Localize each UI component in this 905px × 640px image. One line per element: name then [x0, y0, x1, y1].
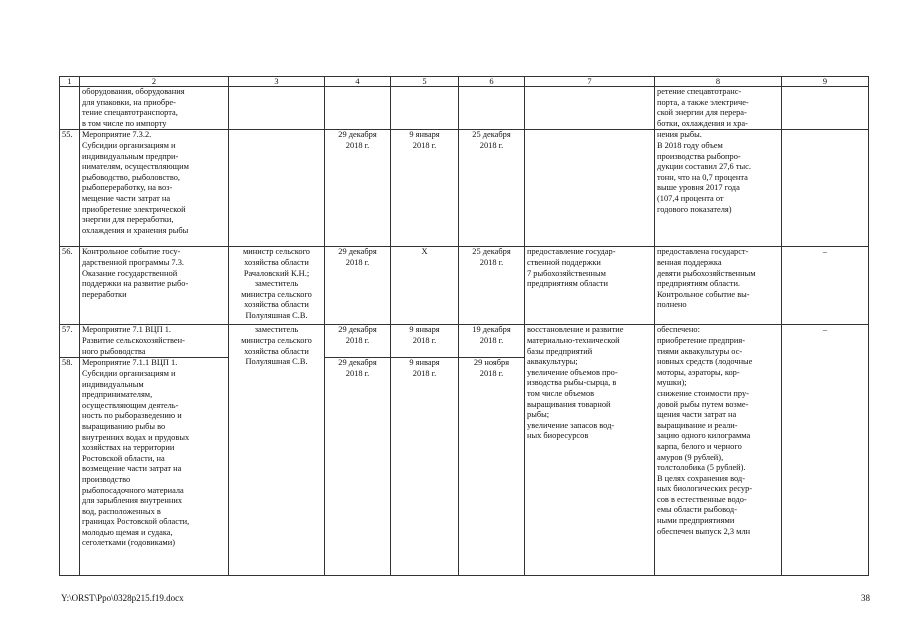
header-row: [60, 77, 869, 87]
planned-date: 29 декабря 2018 г.: [325, 130, 391, 247]
planned-date: 29 декабря 2018 г.: [325, 358, 391, 576]
header-col-2: 2: [80, 77, 229, 87]
header-col-7: 7: [525, 77, 655, 87]
header-col-8: 8: [655, 77, 782, 87]
table-row: [60, 325, 869, 358]
actual-start-date: 9 января 2018 г.: [391, 325, 459, 358]
header-col-9: 9: [782, 77, 869, 87]
planned-date: 29 декабря 2018 г.: [325, 325, 391, 358]
actual-end-date: [459, 87, 525, 130]
row-number: [60, 87, 80, 130]
actual-start-date: 9 января 2018 г.: [391, 358, 459, 576]
table-row: [60, 130, 869, 247]
actual-result: ретение спецавтотранс- порта, а также электриче- ской энергии для перера- ботки, охлаждения и хра-: [655, 87, 782, 130]
row-number: 58.: [60, 358, 80, 576]
header-col-6: 6: [459, 77, 525, 87]
planned-date: [325, 87, 391, 130]
table-row: [60, 247, 869, 325]
planned-result: [525, 130, 655, 247]
planned-date: 29 декабря 2018 г.: [325, 247, 391, 325]
note: [782, 130, 869, 247]
planned-result: предоставление государ- ственной поддержки 7 рыбохозяйственным предприятиям области: [525, 247, 655, 325]
actual-start-date: [391, 87, 459, 130]
responsible: заместитель министра сельского хозяйства области Полуляшная С.В.: [229, 325, 325, 576]
header-col-4: 4: [325, 77, 391, 87]
measure-name: Мероприятие 7.3.2. Субсидии организациям и индивидуальным предпри- нимателям, осуществляющим рыбоводство, рыболовство, рыбопереработку, на воз- мещение части затрат на приобретение электрической энергии для переработки, охлаждения и хранения рыбы: [80, 130, 229, 247]
actual-result: обеспечено: приобретение предприя- тиями аквакультуры ос- новных средств (лодочные моторы, аэраторы, кор- мушки); снижение стоимости пру- довой рыбы путем возме- щения части затрат на выращивание и реали- зацию одного килограмма карпа, белого и черного амуров (9 рублей), толстолобика (5 рублей). В целях сохранения вод- ных биологических ресур- сов в естественные водо- емы области рыбовод- ными предприятиями обеспечен выпуск 2,3 млн: [655, 325, 782, 576]
planned-result: восстановление и развитие материально-технической базы предприятий аквакультуры; увеличение объемов про- изводства рыбы-сырца, в том числе объемов выращивания товарной рыбы; увеличение запасов вод- ных биоресурсов: [525, 325, 655, 576]
actual-result: предоставлена государст- венная поддержка девяти рыбохозяйственным предприятиям области. Контрольное событие вы- полнено: [655, 247, 782, 325]
row-number: 56.: [60, 247, 80, 325]
responsible: [229, 87, 325, 130]
measure-name: Мероприятие 7.1.1 ВЦП 1. Субсидии организациям и индивидуальным предпринимателям, осуществляющим деятель- ность по рыборазведению и выращиванию рыбы во внутренних водах и прудовых хозяйствах на территории Ростовской области, на возмещение части затрат на производство рыбопосадочного материала для зарыбления внутренних вод, расположенных в границах Ростовской области, молодью щемая и судака, сеголетками (годовиками): [80, 358, 229, 576]
table-row: [60, 87, 869, 130]
header-col-5: 5: [391, 77, 459, 87]
responsible: министр сельского хозяйства области Рачаловский К.Н.; заместитель министра сельского хозяйства области Полуляшная С.В.: [229, 247, 325, 325]
planned-result: [525, 87, 655, 130]
row-number: 57.: [60, 325, 80, 358]
actual-end-date: 29 ноября 2018 г.: [459, 358, 525, 576]
measure-name: Контрольное событие госу- дарственной программы 7.3. Оказание государственной поддержки на развитие рыбо- переработки: [80, 247, 229, 325]
measure-name: оборудования, оборудования для упаковки, на приобре- тение спецавтотранспорта, в том числе по импорту: [80, 87, 229, 130]
row-number: 55.: [60, 130, 80, 247]
measure-name: Мероприятие 7.1 ВЦП 1. Развитие сельскохозяйствен- ного рыбоводства: [80, 325, 229, 358]
actual-result: нения рыбы. В 2018 году объем производства рыбопро- дукции составил 27,6 тыс. тонн, что на 0,7 процента выше уровня 2017 года (107,4 процента от годового показателя): [655, 130, 782, 247]
actual-start-date: 9 января 2018 г.: [391, 130, 459, 247]
actual-end-date: 25 декабря 2018 г.: [459, 247, 525, 325]
page-number: 38: [861, 593, 870, 603]
note: –: [782, 325, 869, 576]
note: –: [782, 247, 869, 325]
actual-end-date: 25 декабря 2018 г.: [459, 130, 525, 247]
file-path-footer: Y:\ORST\Ppo\0328p215.f19.docx: [61, 593, 184, 603]
report-table: [59, 76, 869, 576]
header-col-1: 1: [60, 77, 80, 87]
note: [782, 87, 869, 130]
header-col-3: 3: [229, 77, 325, 87]
responsible: [229, 130, 325, 247]
actual-start-date: Х: [391, 247, 459, 325]
actual-end-date: 19 декабря 2018 г.: [459, 325, 525, 358]
